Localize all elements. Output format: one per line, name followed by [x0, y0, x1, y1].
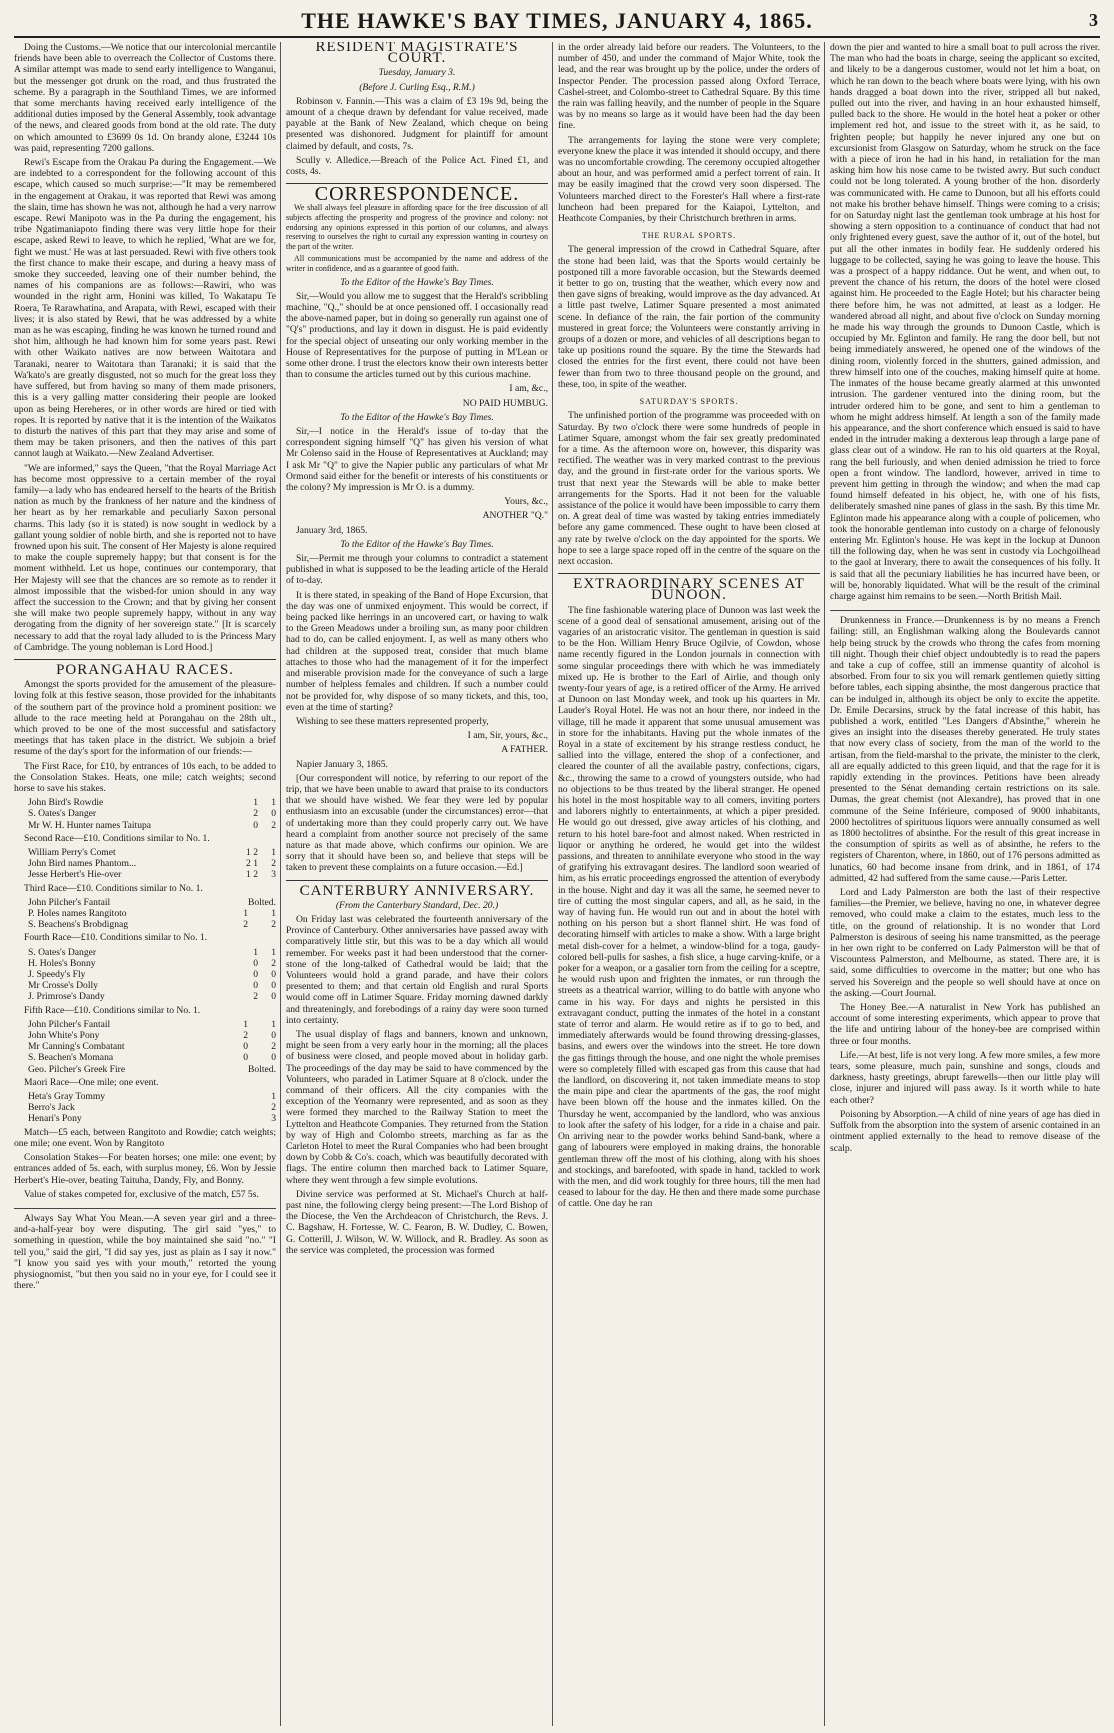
letter-1-address: To the Editor of the Hawke's Bay Times.	[340, 276, 494, 288]
heading-saturday-sports: SATURDAY'S SPORTS.	[639, 397, 739, 407]
canterbury-para-3: Divine service was performed at St. Michael's Church at half-past nine, the following clergy being present:—The Lord Bishop of the Diocese, the Ven the Archdeacon of Christchurch, the Revs. J. C. Bagshaw, H. Fortesse, W. C. Fearon, B. W. Dudley, C. Bowen, G. Cotterill, J. Wilson, W. W. Willock, and R. Bradley. As soon as the service was completed, the procession was formed	[286, 1188, 548, 1256]
canterbury-continued: in the order already laid before our readers. The Volunteers, to the number of 450, and under the command of Major White, took the lead, and the rear was brought up by the police, under the orders of Inspector Pender. The procession passed along Oxford Terrace, Cashel-street, and Colombo-street to Cathedral Square. By this time the rain was falling heavily, and the number of people in the Square was by no means so large as it would have been had the day been fine.	[558, 42, 820, 132]
race-3-conditions: Third Race—£10. Conditions similar to No. 1.	[24, 882, 203, 894]
table-row: Mr W. H. Hunter names Taitupa 0 2	[28, 819, 276, 831]
correspondence-note-2: All communications must be accompanied by the name and address of the writer in confidence, and as a guarantee of good faith.	[286, 254, 548, 273]
letter-1-body: Sir,—Would you allow me to suggest that the Herald's scribbling machine, "Q.," should be at once pensioned off. I occasionally read the above-named paper, but in doing so generally run against one of "Q's" productions, and lay it down in disgust. He is paid evidently for the special object of unseating our only working member in the House of Representatives for the purpose of putting in M'Lean or some other drone. I trust the electors know their own interests better than to consume the articles turned out by this curious machine.	[286, 290, 548, 381]
letter-1-signature: NO PAID HUMBUG.	[462, 397, 548, 409]
letter-3-closing: I am, Sir, yours, &c.,	[467, 730, 548, 742]
heading-dunoon: EXTRAORDINARY SCENES AT DUNOON.	[558, 573, 820, 601]
race-2-conditions: Second Race—£10. Conditions similar to No. 1.	[24, 832, 210, 844]
letter-3-date: Napier January 3, 1865.	[296, 758, 388, 770]
table-row: H. Holes's Bonny 0 2	[28, 957, 276, 969]
letter-1-closing: I am, &c.,	[509, 383, 548, 395]
table-row: Mr Canning's Combatant 0 2	[28, 1041, 276, 1053]
case-robinson: Robinson v. Fannin.—This was a claim of £3 19s 9d, being the amount of a cheque drawn by defendant for value received, made payable at the Bank of New Zealand, which cheque on being presented was dishonored. Judgment for plaintiff for amount claimed by default, and costs, 7s.	[286, 95, 548, 152]
letter-3-signature: A FATHER.	[501, 744, 548, 756]
race-2-results	[14, 847, 276, 881]
heading-canterbury-anniversary: CANTERBURY ANNIVERSARY.	[286, 880, 548, 897]
letter-3-address: To the Editor of the Hawke's Bay Times.	[340, 538, 494, 550]
saturday-sports-text: The unfinished portion of the programme was proceeded with on Saturday. By two o'clock there were some hundreds of people in Latimer Square, amongst whom the fair sex greatly predominated for a time. As the afternoon wore on, however, this disparity was rectified. The weather was in very marked contrast to the previous day, and the ground in first-rate order for the various sports. We trust that next year the Stewards will be able to make better arrangements for the Sports. Had it not been for the valuable assistance of the police it would have been impossible to carry them on. A great deal of time was wasted by taking entries immediately before any game commenced. These ought to have been closed at any rate by twelve o'clock on the day appointed for the sports. We hope to see a large space roped off in the centre of the square on the next occasion.	[558, 410, 820, 567]
heading-correspondence: CORRESPONDENCE.	[286, 183, 548, 200]
canterbury-para-1: On Friday last was celebrated the fourteenth anniversary of the Province of Canterbury. Other anniversaries have passed away with comparatively little stir, but this was to be a day which all would remember. For weeks past it had been understood that the corner-stone of the long-talked of Cathedral would be laid; that the Volunteers would hold a grand parade, and have their colors presented to them; and that certain old English and rural Sports would come off in Latimer Square. Friday morning dawned darkly and threateningly, and forebodings of a rainy day were soon turned into certainty.	[286, 913, 548, 1026]
table-row: S. Beachen's Momana 0 0	[28, 1052, 276, 1064]
table-row: John Pilcher's Fantail Bolted.	[28, 896, 276, 908]
race-4-conditions: Fourth Race—£10. Conditions similar to No. 1.	[24, 932, 208, 944]
table-row: Mr Crosse's Dolly 0 0	[28, 980, 276, 992]
race-1-results	[14, 797, 276, 831]
table-row: John Pilcher's Fantail 1 1	[28, 1018, 276, 1030]
canterbury-stone: The arrangements for laying the stone were very complete; everyone knew the place it was intended it should occupy, and there was no uncomfortable crowding. The ceremony occupied altogether about an hour, and was performed amid a perfect torrent of rain. It may be easily imagined that the crowd very soon dispersed. The Volunteers marched direct to the Forester's Hall where a first-rate luncheon had been prepared for the Kaiapoi, Lyttelton, and Heathcote Companies, by their Christchurch brethren in arms.	[558, 134, 820, 225]
divider	[14, 1208, 276, 1209]
letter-2-date: January 3rd, 1865.	[296, 524, 368, 536]
article-rewi-escape: Rewi's Escape from the Orakau Pa during the Engagement.—We are indebted to a correspondent for the following account of this escape, which caused so much surprise:—"It may be remembered in the engagement at Orakau, it was reported that Rewi was among the slain, time has shown he was not, although he had a very narrow escape. Rewi Manipoto was in the Pa during the engagement, his tribe Ngatimaniapoto finding there was very little hope for their escape, asked Rewi to leave, to which he replied, 'What are we for, fight we must.' He was at last persuaded. Rewi with five others took the first chance to make their escape, and during a heavy mass of smoke they succeeded, leaving one of their number behind, the names of his companions are as follows:—Rawiri, who was wounded in the right arm, Honini was killed, To Wakatapu Te Roera, Te Rarawhatina, and Arapata, with Rewi, escaped with their lives; it is also stated by Rewi, that he was addressed by a white man as he was escaping, finding he was known he turned round and shot him, although he had known him for some years past. Rewi with other Waikato natives are now between Waitotara and Taranaki, nearer to Waitotara than Taranaki; it is said that the Wa'kato's are greatly disgusted, not so much for the great loss they have suffered, but from having so many of them made prisoners, this is a very galling matter considering their people are looked upon as being Hereheres, or in other words are hired or tied with ropes. It is reported by native that it is the intention of the Waikatos to disturb the natives of this part that they may arise and some of them may be taken prisoners, and then the natives of this part cannot laugh at Waikato.—New Zealand Advertiser.	[14, 157, 276, 460]
race-3-results	[14, 897, 276, 931]
article-palmerston: Lord and Lady Palmerston are both the last of their respective families—the Premier, we believe, having no one, in whatever degree removed, who could make a claim to the estates, much less to the title, on the ground of relationship. It is no wonder that Lord Palmerston is desirous of seeing his name transmitted, as the peerage in her own right to be conferred on Lady Palmerston will be that of Viscountess Palmerston, and Melbourne, as stated. There are, it is said, some difficulties to overcome in the matter; but one who has served his Sovereign and the people so well should have at once on the asking.—Court Journal.	[830, 887, 1100, 999]
table-row: Henari's Pony 3	[28, 1113, 276, 1125]
table-row: Heta's Gray Tommy 1	[28, 1091, 276, 1103]
table-row: S. Oates's Danger 2 0	[28, 808, 276, 820]
heading-rural-sports: THE RURAL SPORTS.	[641, 231, 737, 241]
column-rule	[280, 42, 281, 1726]
dunoon-text: The fine fashionable watering place of Dunoon was last week the scene of a good deal of sensational amusement, arising out of the vagaries of an aristocratic visitor. The gentleman in question is said to be the Hon. William Henry Bruce Ogilvie, of Cowdon, whose name recently figured in the London journals in connection with some singular proceedings there with which he was immediately mixed up. He is brother to the Earl of Airlie, and though only twenty-four years of age, is a retired officer of the Army. He arrived at Dunoon on last Monday week, and took up his quarters in Mr. Lauder's Royal Hotel. He was not an hour there, nor indeed in the village, till he made it apparent that some unusual amusement was in store for the inhabitants. Having put the whole inmates of the Royal in a state of excitement by his strange restless conduct, he sallied into the village, entered the shop of a confectioner, and cleared the counter of all the available pastry, confections, cigars, &c., throwing the same to a crowd of youngsters outside, who had no objections to be thus treated by the liberal stranger. He opened his hotel in the most hospitable way to all comers, inviting porters and laborers nightly to entertainments, at which a piper presided. He would go out dressed, give away articles of his clothing, and return to his hotel bare-foot and almost naked. When restricted in liquor or anything he ordered, he would get into the wildest passions, and threaten to annihilate everyone who stood in the way of gratifying his extravagant desires. The landlord soon wearied of him, as his erratic proceedings engrossed the attention of everybody in the house. Night and day it was all the same, he seemed never to tire of cutting the most singular capers, and all, as he said, in the way of having fun. He would run out and in about the hotel with nothing on his person but a short flannel shirt. He was fond of decorating himself with articles to make a show. With a large bright metal dish-cover for a helmet, a window-blind for a toga, gaudy-colored bell-pulls for sashes, a fish slice, a huge carving-knife, or a poker for a weapon, or a gasalier torn from the ceiling for a sceptre, he would rush upon and frighten the inmates, or run through the streets as a theatrical warrior, willing to do battle with anyone who came in his way. For days and nights he persisted in this extravagant conduct, putting the inmates of the hotel in a constant state of terror and alarm. He would retire as if to go to bed, and immediately afterwards would be found throwing dressing-glasses, basins, and ewers over the windows into the street. He tore down the gas fittings through the house, and one night the whole premises were so completely filled with escaped gas from this cause that had the landlord, on discovering it, not taken immediate means to stop the main pipe and clear the apartments of the gas, the roof might have been blown off the house and the inmates killed. On the Thursday he went, accompanied by the landlord, who was anxious to look after the safety of his lodger, for a ride in a chaise and pair. On arriving near to the powder works behind Sand-bank, where a gang of labourers were employed in making drains, the honorable gentleman threw off the most of his clothing, along with his shoes and stockings, and barefooted, with spade in hand, tackled to work with the men, and did work toughly for three hours, till the men had ceased to labour for the day. He then and there made some purchase of cattle. One day he ran	[558, 604, 820, 1210]
masthead	[14, 6, 1100, 38]
article-customs: Doing the Customs.—We notice that our intercolonial mercantile friends have been able to overreach the Collector of Customs there. A similar attempt was made to send early intelligence to Wanganui, but the messenger got drunk on the road, and thus frustrated the scheme. By a paragraph in the Southland Times, we are informed that some merchants having received early intelligence of the additional duties imposed by the General Assembly, took advantage of the news, and cleared goods from bond at the old rate. The duty on which amounted to £3699 0s 1d. On brandy alone, £3244 10s was paid, representing 7200 gallons.	[14, 42, 276, 154]
article-honey-bee: The Honey Bee.—A naturalist in New York has published an account of some interesting experiments, which appear to prove that the life and untiring labour of the honey-bee are comprised within three or four months.	[830, 1002, 1100, 1047]
table-row: Jesse Herbert's Hie-over 1 2 3	[28, 869, 276, 881]
table-row: Berro's Jack 2	[28, 1102, 276, 1114]
article-always-say: Always Say What You Mean.—A seven year girl and a three-and-a-half-year boy were disputing. The girl said "yes," to something in question, while the boy maintained she said "no." "I tell you," said the girl, "I did say yes, just as plain as I say it now." "I know you said yes with your mouth," retorted the young physiognomist, "but then you said no in your eye, for I could see it there."	[14, 1212, 276, 1292]
table-row: S. Oates's Danger 1 1	[28, 946, 276, 958]
article-royal-marriage: "We are informed," says the Queen, "that the Royal Marriage Act has become most oppressive to a certain member of the royal family—a lady who has endeared herself to the hearts of the British nation as much by the frankness of her nature and the kindness of her heart as by her remarkable and peculiarly Saxon personal charms. This lady (so it is stated) is now sought in wedlock by a gallant young soldier of noble birth, and she is reported not to have frowned upon his suit. The consent of Her Majesty is alone required to make the couple supremely happy; but that consent is for the moment withheld. Let us hope, continues our contemporary, that Her Majesty will see that the chances are so remote as to render it almost impossible that the wisbed-for union should in any way affect the succession to the Crown; and that by giving her consent she will make two people supremely happy, without in any way derogating from the dignity of her sovereign state." [It is scarcely necessary to add that the royal lady alluded to is the Princess Mary of Cambridge. The young nobleman is Lord Hood.]	[14, 462, 276, 653]
article-poisoning: Poisoning by Absorption.—A child of nine years of age has died in Suffolk from the absorption into the system of arsenic contained in an ointment applied externally to the head to remove disease of the scalp.	[830, 1108, 1100, 1154]
column-rule	[824, 42, 825, 1726]
race-4-results	[14, 947, 276, 1003]
court-before: (Before J. Curling Esq., R.M.)	[359, 81, 475, 93]
stakes-value: Value of stakes competed for, exclusive of the match, £57 5s.	[24, 1188, 259, 1200]
court-date: Tuesday, January 3.	[378, 67, 456, 79]
letter-3-body-c: Wishing to see these matters represented properly,	[296, 715, 489, 727]
column-4	[830, 42, 1100, 1726]
column-1	[14, 42, 276, 1726]
letter-2-signature: ANOTHER "Q."	[482, 510, 548, 522]
heading-porangahau-races: PORANGAHAU RACES.	[14, 659, 276, 676]
canterbury-para-2: The usual display of flags and banners, known and unknown, might be seen from a very early hour in the morning; all the places of business were closed, and people moved about in holiday garb. The proceedings of the day may be said to have commenced by the Volunteers, who paraded in Latimer Square at 8 o'clock. under the command of their officers. All the city companies with the exception of the Yeomanry were represented, and as soon as they were formed they marched to the Railway Station to meet the Lyttelton and Heathcote Companies. They returned from the Station by way of High and Colombo streets, marching as far as the Carleton Hotel to meet the Rural Companies who had been brought down by Cobb & Co's. coach, which was beautifully decorated with flags. The entire column then marched back to Latimer Square, where they went through a few simple evolutions.	[286, 1028, 548, 1186]
consolation-stakes: Consolation Stakes—For beaten horses; one mile: one event; by entrances added of 5s. each, with surplus money, £6. Won by Jessie Herbert's Hie-over, beating Taituha, Dandy, Fly, and Bonny.	[14, 1152, 276, 1186]
letter-2-address: To the Editor of the Hawke's Bay Times.	[340, 411, 494, 423]
editor-note: [Our correspondent will notice, by referring to our report of the trip, that we have been unable to award that praise to its conductors that we should have wished. We fear they were led by popular enthusiasm into an excusable (under the circumstances) error—that of undertaking more than they could properly carry out. We have heard a complaint from another source not precisely of the same nature as that made above, which confirms our opinion. We are sorry that it should have been so, and believe that steps will be taken to prevent these complaints on a future occasion.—Ed.]	[286, 772, 548, 874]
newspaper-title: THE HAWKE'S BAY TIMES, JANUARY 4, 1865.	[301, 8, 813, 33]
article-life: Life.—At best, life is not very long. A few more smiles, a few more tears, some pleasure, much pain, sunshine and songs, clouds and darkness, hasty greetings, abrupt farewells—then our little play will close, injurer and injured will pass away. Is it worth while to hate each other?	[830, 1049, 1100, 1106]
heading-resident-magistrate: RESIDENT MAGISTRATE'S COURT.	[315, 42, 519, 67]
table-row: P. Holes names Rangitoto 1 1	[28, 908, 276, 920]
race-1-conditions: The First Race, for £10, by entrances of 10s each, to be added to the Consolation Stakes. Heats, one mile; catch weights; second horse to save his stakes.	[14, 760, 276, 794]
table-row: J. Primrose's Dandy 2 0	[28, 991, 276, 1003]
races-intro: Amongst the sports provided for the amusement of the pleasure-loving folk at this festive season, those provided for the inhabitants of the southern part of the province hold a prominent position: we allude to the race meeting held at Porangahau on the 28th ult., which proved to be one of the most successful and satisfactory meetings that has taken place in the district. We subjoin a brief resume of the day's sport for the information of our friends:—	[14, 679, 276, 758]
maori-race-results	[14, 1091, 276, 1125]
column-rule	[552, 42, 553, 1726]
canterbury-source: (From the Canterbury Standard, Dec. 20.)	[335, 899, 499, 911]
letter-2-closing: Yours, &c.,	[504, 496, 548, 508]
letter-3-body-b: It is there stated, in speaking of the Band of Hope Excursion, that the day was one of unmixed enjoyment. This would be correct, if being packed like herrings in an uncovered cart, or having to walk to the Green Meadows under a broiling sun, as many poor children had to do, can be called enjoyment. I, as well as many others who had children at the supposed treat, consider that much blame attaches to those who had the management of it for the imperfect and miserable provision made for the conveyance of such a large number of helpless females and children. If such a number could not be provided for, why dispose of so many tickets, and this, too, even at the time of starting?	[286, 589, 548, 713]
table-row: Geo. Pilcher's Greek Fire Bolted.	[28, 1063, 276, 1075]
match-result: Match—£5 each, between Rangitoto and Rowdie; catch weights; one mile; one event. Won by Rangitoto	[14, 1126, 276, 1149]
table-row: J. Speedy's Fly 0 0	[28, 969, 276, 981]
letter-3-body-a: Sir,—Permit me through your columns to contradict a statement published in what is supposed to be the leading article of the Herald of to-day.	[286, 553, 548, 587]
race-5-conditions: Fifth Race—£10. Conditions similar to No. 1.	[24, 1004, 201, 1016]
maori-race-conditions: Maori Race—One mile; one event.	[24, 1076, 159, 1088]
divider	[830, 610, 1100, 611]
letter-2-body: Sir,—I notice in the Herald's issue of to-day that the correspondent signing himself "Q" has given his version of what Mr Colenso said in the House of Representatives at Auckland; may I ask Mr "Q" to give the Napier public any particulars of what Mr Ormond said either for the benefit or interests of his constituents or the colony? My impression is Mr O. is a dummy.	[286, 426, 548, 494]
article-drunkenness-france: Drunkenness in France.—Drunkenness is by no means a French failing: still, an Englishman walking along the Boulevards cannot help being struck by the crowds who throng the cafes from morning till night. Though their chief object undoubtedly is to read the papers and take a cup of coffee, still an immense quantity of alcohol is absorbed. From four to six you will remark gentlemen quietly sitting before tables, each sipping absinthe, the most dangerous practice that can be indulged in, although its object be only to excite the appetite. Dr. Emile Decarsins, struck by the fatal increase of this habit, has published a work, entitled "Les Dangers d'Absinthe," wherein he gives an insight into the diseases thereby generated. He truly states that now every class of society, from the man of the world to the artisan, from the field-marshal to the private, the minister to the clerk, all are equally addicted to this green liquid, and that the rage for it is rapidly extending in the provinces. Petitions have been already presented to the Sénat demanding certain restrictions on its sale. Dumas, the great chemist (not Alexandre), has proved that in one commune of the Seine Inférieure, composed of 9000 inhabitants, 2000 hectolitres of spirituous liquors were annually consumed as well as 1800 hectolitres of absinthe. For the result of this great increase in the consumption of spirits as well as of absinthe, he refers to the registers of Charenton, where, in 1860, out of 176 persons admitted as lunatics, 60 had become insane from drink, and in 1861, of 174 admitted, 42 had suffered from the same cause.—Paris Letter.	[830, 615, 1100, 884]
table-row: John Bird names Phantom... 2 1 2	[28, 858, 276, 870]
column-2	[286, 42, 548, 1726]
table-row: John White's Pony 2 0	[28, 1030, 276, 1042]
dunoon-continued: down the pier and wanted to hire a small boat to pull across the river. The man who had the boats in charge, seeing the applicant so excited, and likely to be a dangerous customer, would not let him a boat, on which he ran down to the beach where boats were lying, with his own hands dragged a boat down into the river, stripped all but naked, pulled out into the river, and having in an hour exhausted himself, pulled back to the shore. He would in the hotel heat a poker or other implement red hot, and issue to the street with it, as he said, to frighten people; but happily he never injured any one but on excursionist from Glasgow on Saturday, whom he struck on the face with a piece of iron he had in his hand, in retaliation for the man asking him how his nose came to be twisted awry. But such conduct could not be long tolerated. A young brother of the hon. disorderly was communicated with. He came to Dunoon, but all his efforts could not make his brother behave himself. Things were coming to a crisis; for on Saturday night last the gentleman took umbrage at his host for showing a stern opposition to a continuance of conduct that had not only frightened every guest, save the author of it, out of the hotel, but put all the other inmates in bodily fear. He suddenly ordered his luggage to be collected, saying he was going to leave the house. This was a prospect of a happy riddance. Out he went, and when out, to prevent the chance of his return, the doors of the hotel were closed against him. He proceeded to the Eagle Hotel; but his character being there before him, he was not admitted, at least as a lodger. He wandered abroad all night, and about five o'clock on Sunday morning he made his way through the grounds to Dunoon Castle, which is occupied by Mr. Eglinton and family. He rang the door bell, but not being immediately answered, he opened one of the windows of the dining room, violently forced in the shutters, gained admission, and threw himself into one of the couches, making himself quite at home. The inmates of the house became greatly alarmed at this unwonted intrusion. The gardener ventured into the dining room, but the intruder ordered him to be gone, and sent to him a gentleman to whom he might address himself. At length a son of the family made his appearance, and the short conference which ensued is said to have ended in the intruder making a dexterous leap through a large pane of glass clear out of a window. He ran to his old quarters at the Royal, rang the bell furiously, and when denied admission he tried to force open a front window. The landlord, however, arrived in time to prevent him getting in through the window; and when the mad cap found himself defeated in his object, he, with one of his fists, deliberately smashed nine panes of glass in the sash. By this time Mr. Eglinton made his appearance along with a couple of policemen, who took the honorable gentleman into custody on a charge of felonously entering Mr. Eglinton's house. He was kept in the lockup at Dunoon till the following day, when he was sent in custody via Lochgoilhead to the gaol at Inverary, there to await the consequences of his folly. It is said that all the pecuniary liabilities he has incurred have been, or will be, honorably liquidated. What will be the result of the criminal charge against him remains to be seen.—North British Mail.	[830, 42, 1100, 602]
table-row: John Bird's Rowdie 1 1	[28, 797, 276, 809]
table-row: William Perry's Comet 1 2 1	[28, 847, 276, 859]
rural-sports-text: The general impression of the crowd in Cathedral Square, after the stone had been laid, was that the Sports would certainly be postponed till a more favorable occasion, but the Stewards deemed it better to go on, trusting that the weather, which every now and then gave signs of breaking, would improve as the day advanced. At a little past twelve, Latimer Square presented a most animated scene. In defiance of the rain, the fair portion of the community mustered in great force; the Volunteers were constantly arriving in groups of a dozen or more, and vehicles of all descriptions began to take up positions round the square. By the time the Stewards had closed the entries for the first event, there could not have been fewer than from two to three thousand people on the ground, and these, too, in spite of the weather.	[558, 244, 820, 390]
column-3	[558, 42, 820, 1726]
page-number: 3	[1089, 10, 1098, 30]
race-5-results	[14, 1019, 276, 1075]
case-scully: Scully v. Alledice.—Breach of the Police Act. Fined £1, and costs, 4s.	[286, 154, 548, 178]
correspondence-note: We shall always feel pleasure in affording space for the free discussion of all subjects affecting the prosperity and progress of the province and colony: not endorsing any opinions expressed in this portion of our columns, and always reserving to ourselves the right to curtail any expression wanting in courtesy on the part of the writer.	[286, 203, 548, 251]
table-row: S. Beachens's Brobdignag 2 2	[28, 919, 276, 931]
